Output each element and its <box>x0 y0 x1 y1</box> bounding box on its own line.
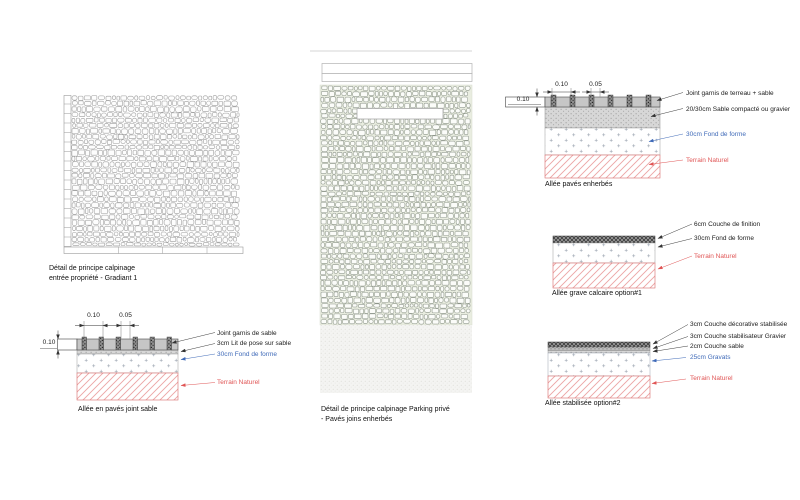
label-lit-de-pose: 3cm Lit de pose sur sable <box>217 340 292 347</box>
title-allee-grave-calcaire: Allée grave calcaire option#1 <box>552 290 642 297</box>
label-couche-decorative: 3cm Couche décorative stabilisée <box>690 321 788 328</box>
dim-010-left-s4: 0.10 <box>42 339 56 346</box>
cross-section-allee-grave-calcaire <box>553 224 692 288</box>
title-allee-stabilisee: Allée stabilisée option#2 <box>545 399 621 407</box>
label-fond-de-forme-s1: 30cm Fond de forme <box>686 130 746 138</box>
dim-010-left: 0.10 <box>516 96 530 103</box>
title-allee-paves-enherbes: Allée pavés enherbés <box>545 180 613 188</box>
paving-pattern-parking-prive <box>310 51 472 393</box>
dim-010-top: 0.10 <box>555 81 568 88</box>
cross-section-allee-paves-joint-sable <box>40 321 215 400</box>
label-couche-finition: 6cm Couche de finition <box>694 220 761 228</box>
label-gravats: 25cm Gravats <box>690 354 731 361</box>
label-joint-terreau: Joint garnis de terreau + sable <box>686 89 774 97</box>
label-fond-de-forme-s2: 30cm Fond de forme <box>694 235 754 242</box>
label-joint-sable: Joint garnis de sable <box>217 329 277 337</box>
label-stabilisateur-gravier: 3cm Couche stabilisateur Gravier <box>690 333 787 340</box>
dim-005-top: 0.05 <box>589 81 602 88</box>
label-fond-de-forme-s4: 30cm Fond de forme <box>217 350 277 358</box>
label-terrain-naturel-s1: Terrain Naturel <box>686 156 729 164</box>
title-allee-paves-joint-sable: Allée en pavés joint sable <box>78 405 158 413</box>
label-couche-sable: 2cm Couche sable <box>690 342 744 350</box>
caption-parking-line1: Détail de principe calpinage Parking privé <box>321 406 450 413</box>
label-terrain-naturel-s4: Terrain Naturel <box>217 379 260 386</box>
cross-section-allee-stabilisee <box>548 325 688 399</box>
label-sable-compacte: 20/30cm Sable compacté ou gravier <box>686 105 791 113</box>
label-terrain-naturel-s3: Terrain Naturel <box>690 375 733 382</box>
caption-entree-line2: entrée propriété - Gradiant 1 <box>49 275 138 282</box>
paving-pattern-entree-propriete <box>64 96 243 254</box>
caption-parking-line2: - Pavés joins enherbés <box>321 416 393 423</box>
dim-010-top-s4: 0.10 <box>87 312 100 319</box>
caption-entree-line1: Détail de principe calpinage <box>49 265 135 272</box>
label-terrain-naturel-s2: Terrain Naturel <box>694 252 737 260</box>
dim-005-top-s4: 0.05 <box>119 312 132 319</box>
